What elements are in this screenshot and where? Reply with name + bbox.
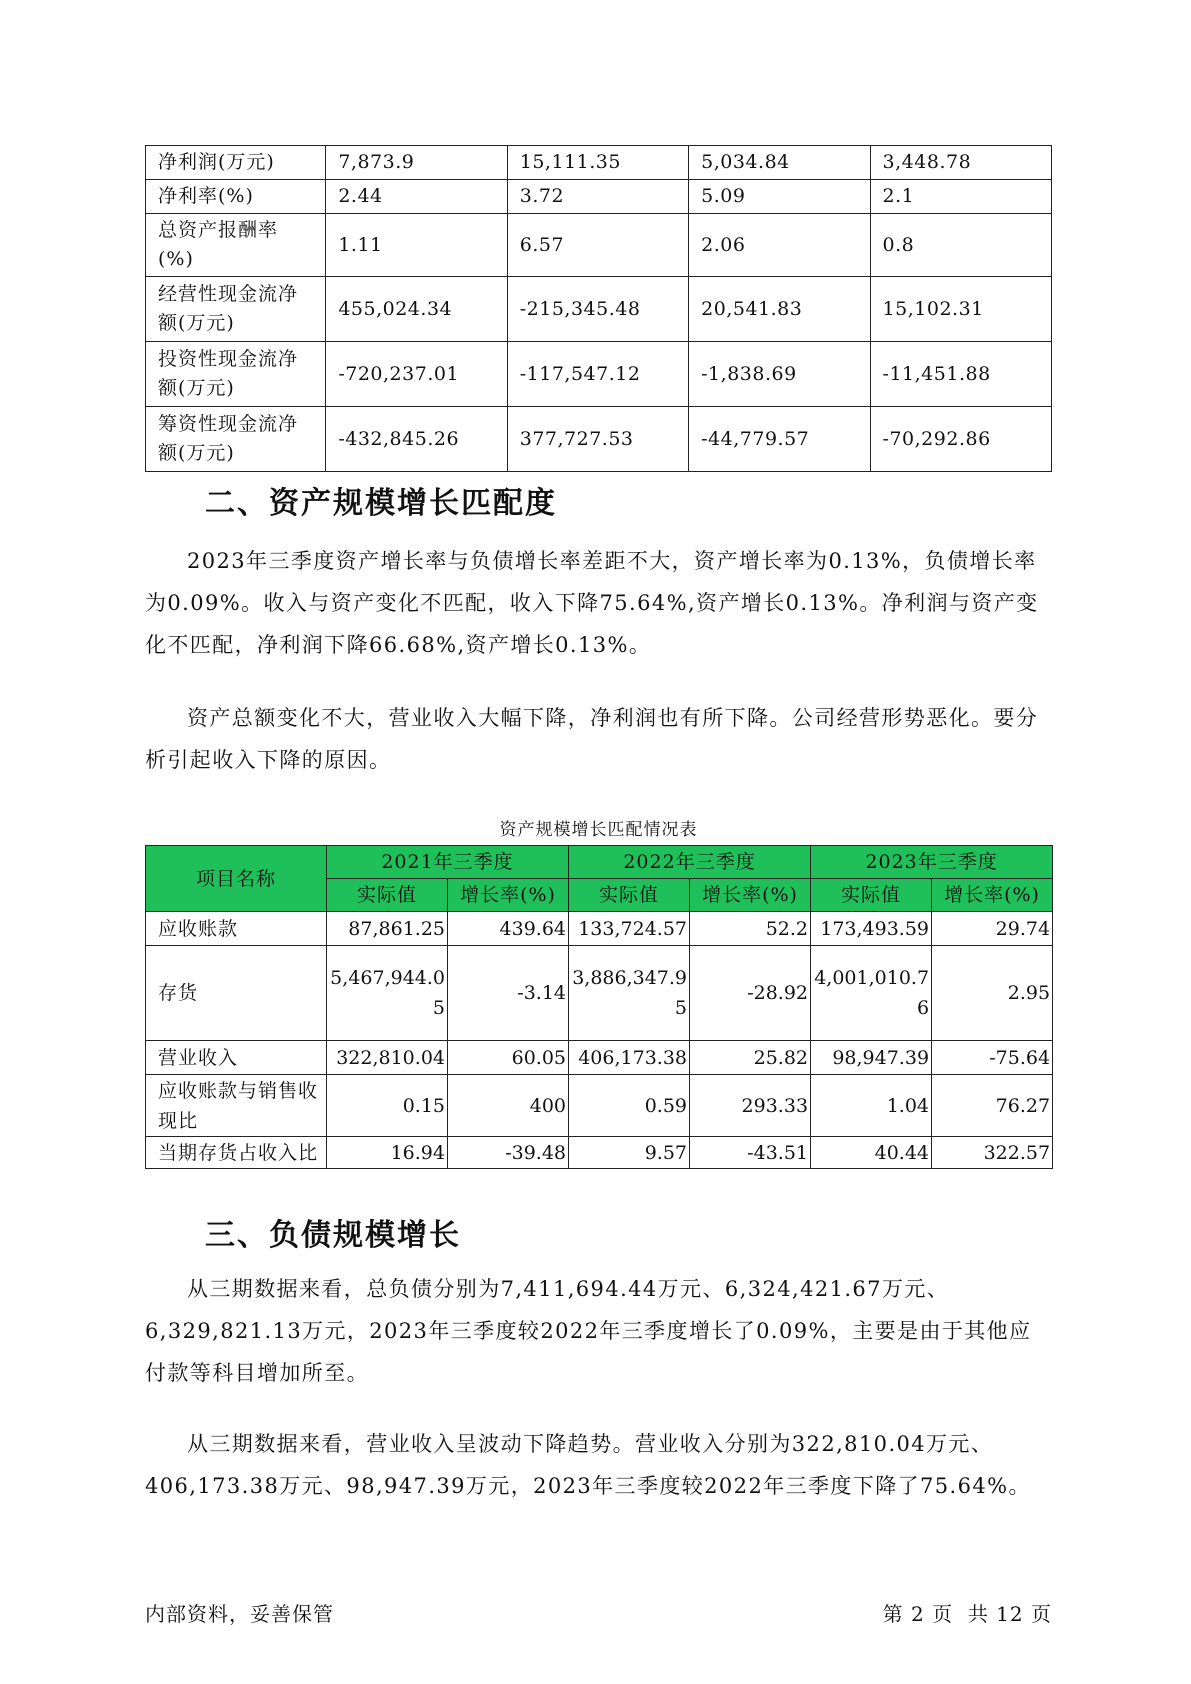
cell-value: 0.15	[327, 1075, 448, 1137]
subheader-actual: 实际值	[327, 879, 448, 912]
row-label: 投资性现金流净额(万元)	[146, 342, 326, 407]
paragraph: 资产总额变化不大，营业收入大幅下降，净利润也有所下降。公司经营形势恶化。要分析引起收入下降的原因。	[145, 706, 1039, 772]
asset-growth-table	[145, 845, 1053, 1169]
row-name: 应收账款与销售收现比	[146, 1075, 327, 1137]
subheader-actual: 实际值	[811, 879, 932, 912]
table-row	[146, 1137, 1053, 1169]
cell-value: -75.64	[932, 1041, 1053, 1075]
cell-value: 322.57	[932, 1137, 1053, 1169]
table-row	[146, 214, 1052, 277]
row-label: 经营性现金流净额(万元)	[146, 277, 326, 342]
table-row	[146, 946, 1053, 1041]
cell-value: 16.94	[327, 1137, 448, 1169]
paragraph: 2023年三季度资产增长率与负债增长率差距不大，资产增长率为0.13%，负债增长率为0.09%。收入与资产变化不匹配，收入下降75.64%,资产增长0.13%。净利润与资产变化不匹配，净利润下降66.68%,资产增长0.13%。	[145, 549, 1039, 657]
subheader-actual: 实际值	[569, 879, 690, 912]
cell-value: 3.72	[507, 180, 688, 214]
header-period: 2022年三季度	[569, 846, 811, 879]
row-label: 总资产报酬率(%)	[146, 214, 326, 277]
cell-value: 3,886,347.95	[569, 946, 690, 1041]
cell-value: -117,547.12	[507, 342, 688, 407]
cell-value: -70,292.86	[870, 407, 1051, 472]
cell-value: -432,845.26	[326, 407, 507, 472]
cell-value: 406,173.38	[569, 1041, 690, 1075]
cell-value: 25.82	[690, 1041, 811, 1075]
cell-value: 98,947.39	[811, 1041, 932, 1075]
cell-value: 20,541.83	[689, 277, 870, 342]
row-name: 当期存货占收入比	[146, 1137, 327, 1169]
cell-value: -28.92	[690, 946, 811, 1041]
table-row	[146, 146, 1052, 180]
table-row	[146, 342, 1052, 407]
row-name: 营业收入	[146, 1041, 327, 1075]
cell-value: 377,727.53	[507, 407, 688, 472]
section-heading: 二、资产规模增长匹配度	[205, 486, 557, 521]
cell-value: 76.27	[932, 1075, 1053, 1137]
row-label: 净利润(万元)	[146, 146, 326, 180]
cell-value: 3,448.78	[870, 146, 1051, 180]
cell-value: 173,493.59	[811, 912, 932, 946]
cell-value: 4,001,010.76	[811, 946, 932, 1041]
cell-value: -43.51	[690, 1137, 811, 1169]
cell-value: 2.1	[870, 180, 1051, 214]
cell-value: 40.44	[811, 1137, 932, 1169]
cell-value: 9.57	[569, 1137, 690, 1169]
cell-value: 60.05	[448, 1041, 569, 1075]
cell-value: 6.57	[507, 214, 688, 277]
cell-value: 87,861.25	[327, 912, 448, 946]
table-row	[146, 1041, 1053, 1075]
cell-value: 5.09	[689, 180, 870, 214]
subheader-growth: 增长率(%)	[932, 879, 1053, 912]
cell-value: 5,467,944.05	[327, 946, 448, 1041]
cell-value: 15,102.31	[870, 277, 1051, 342]
header-period: 2023年三季度	[811, 846, 1053, 879]
cell-value: 2.95	[932, 946, 1053, 1041]
table-caption: 资产规模增长匹配情况表	[499, 820, 698, 840]
paragraph: 从三期数据来看，总负债分别为7,411,694.44万元、6,324,421.67万元、6,329,821.13万元，2023年三季度较2022年三季度增长了0.09%，主要是由于其他应付款等科目增加所至。	[145, 1277, 1032, 1385]
financial-metrics-table	[145, 145, 1052, 472]
header-period: 2021年三季度	[327, 846, 569, 879]
cell-value: -215,345.48	[507, 277, 688, 342]
cell-value: 439.64	[448, 912, 569, 946]
row-name: 应收账款	[146, 912, 327, 946]
cell-value: 293.33	[690, 1075, 811, 1137]
cell-value: 0.8	[870, 214, 1051, 277]
footer-confidential: 内部资料，妥善保管	[145, 1602, 334, 1626]
cell-value: 400	[448, 1075, 569, 1137]
cell-value: -720,237.01	[326, 342, 507, 407]
cell-value: 2.06	[689, 214, 870, 277]
cell-value: 0.59	[569, 1075, 690, 1137]
row-name: 存货	[146, 946, 327, 1041]
table-row	[146, 912, 1053, 946]
row-label: 筹资性现金流净额(万元)	[146, 407, 326, 472]
cell-value: 5,034.84	[689, 146, 870, 180]
page-number: 第 2 页 共 12 页	[882, 1602, 1052, 1626]
cell-value: 133,724.57	[569, 912, 690, 946]
cell-value: 7,873.9	[326, 146, 507, 180]
cell-value: 322,810.04	[327, 1041, 448, 1075]
cell-value: -1,838.69	[689, 342, 870, 407]
cell-value: -39.48	[448, 1137, 569, 1169]
section-heading: 三、负债规模增长	[205, 1218, 461, 1253]
cell-value: 2.44	[326, 180, 507, 214]
cell-value: 52.2	[690, 912, 811, 946]
cell-value: -44,779.57	[689, 407, 870, 472]
table-row	[146, 407, 1052, 472]
cell-value: 1.11	[326, 214, 507, 277]
header-item-name: 项目名称	[146, 846, 327, 912]
table-row	[146, 180, 1052, 214]
cell-value: -11,451.88	[870, 342, 1051, 407]
cell-value: -3.14	[448, 946, 569, 1041]
cell-value: 455,024.34	[326, 277, 507, 342]
row-label: 净利率(%)	[146, 180, 326, 214]
table-row	[146, 277, 1052, 342]
cell-value: 15,111.35	[507, 146, 688, 180]
table-row	[146, 1075, 1053, 1137]
cell-value: 29.74	[932, 912, 1053, 946]
cell-value: 1.04	[811, 1075, 932, 1137]
subheader-growth: 增长率(%)	[448, 879, 569, 912]
paragraph: 从三期数据来看，营业收入呈波动下降趋势。营业收入分别为322,810.04万元、406,173.38万元、98,947.39万元，2023年三季度较2022年三季度下降了75.64%。	[145, 1432, 1031, 1498]
subheader-growth: 增长率(%)	[690, 879, 811, 912]
